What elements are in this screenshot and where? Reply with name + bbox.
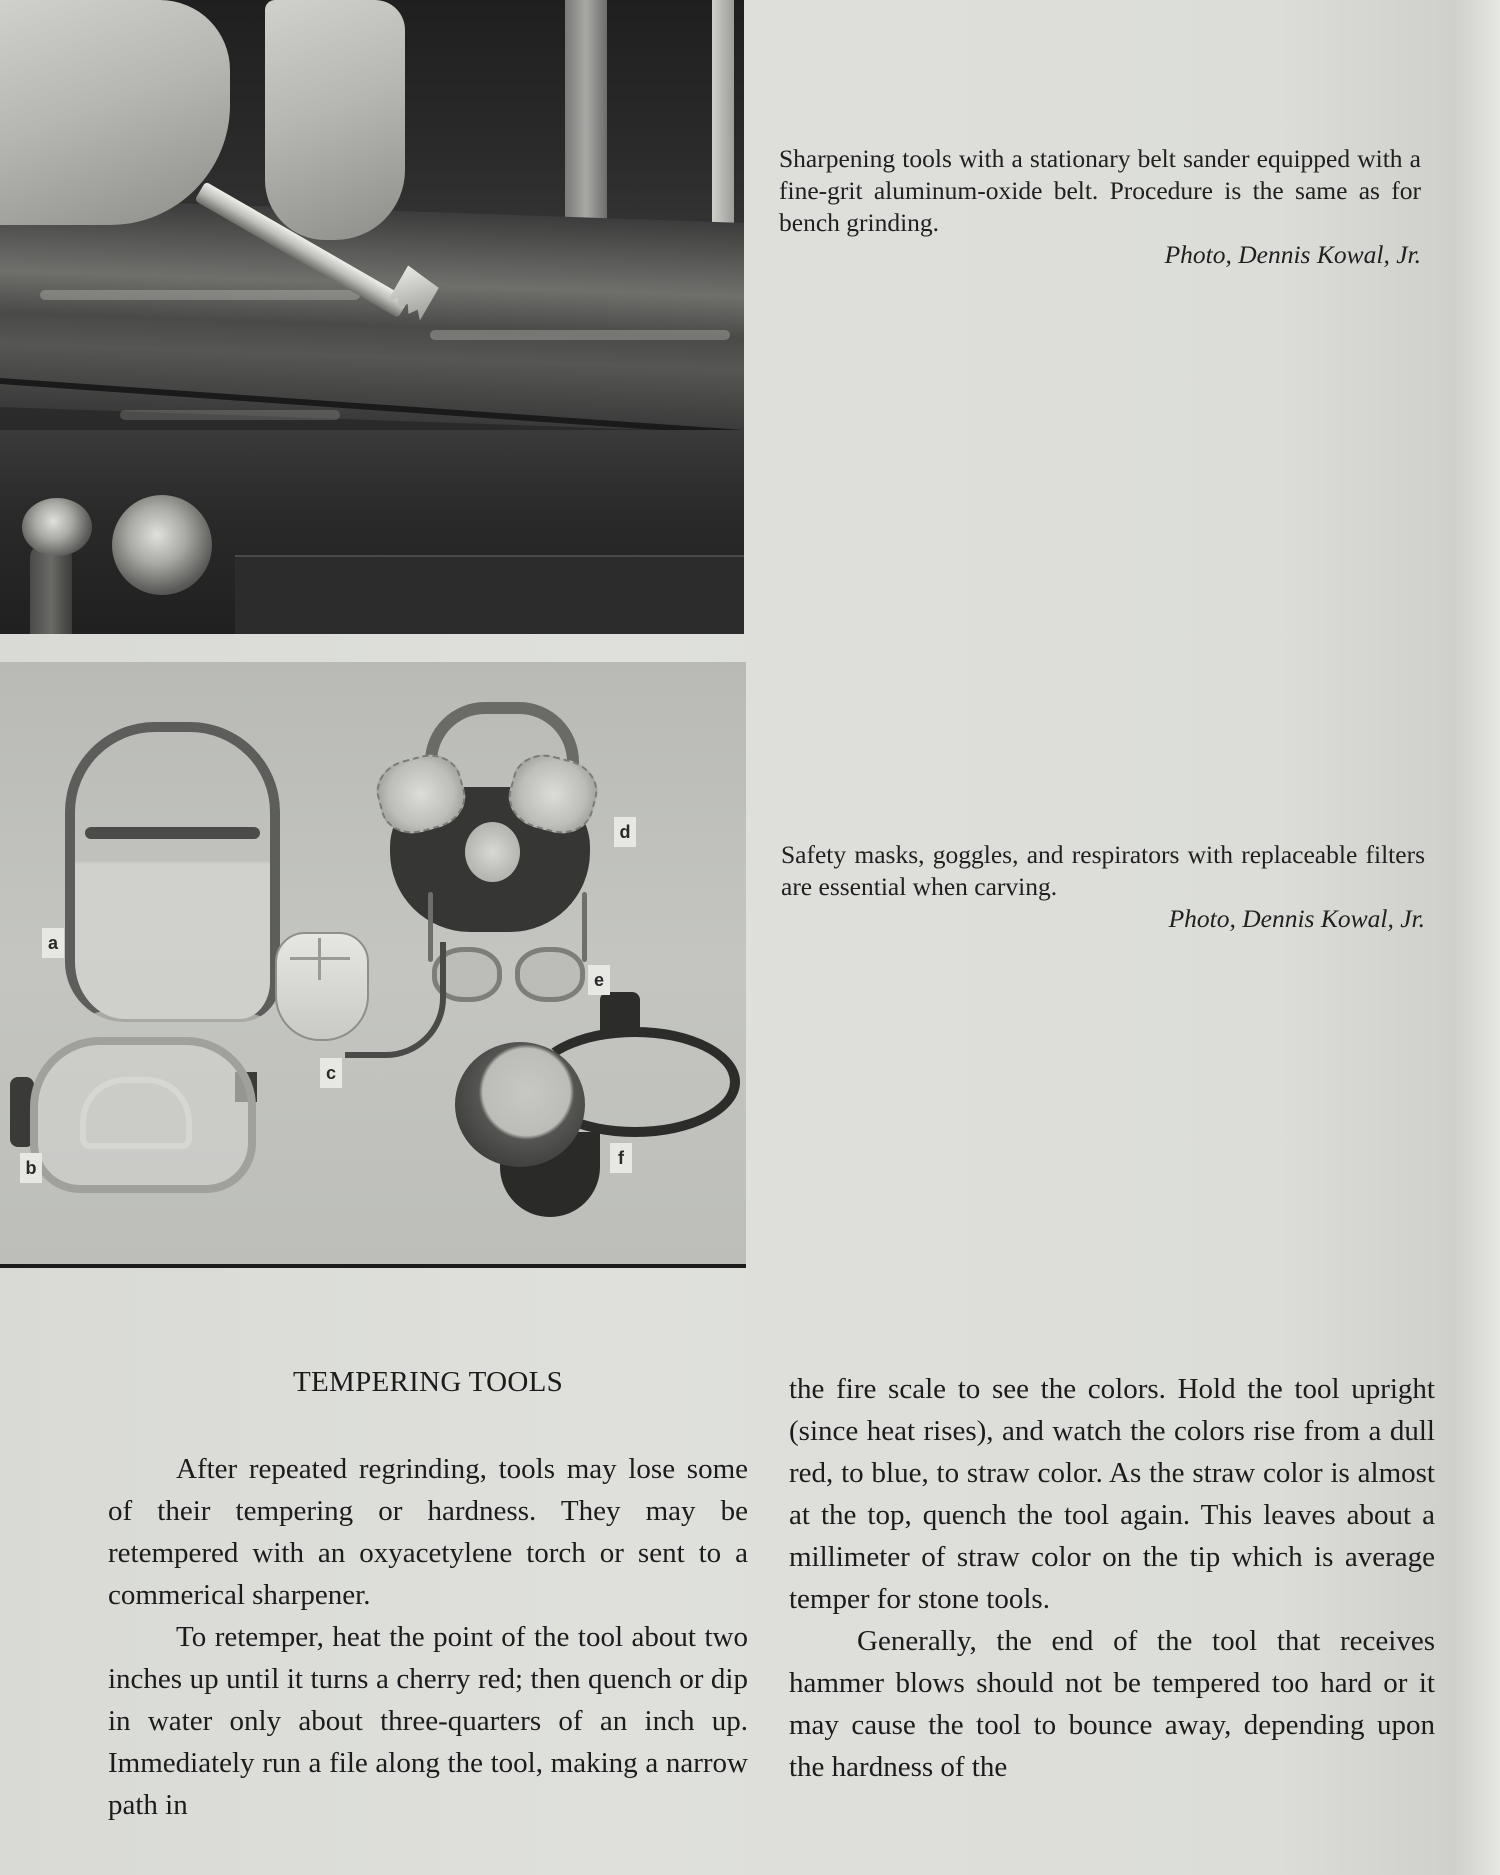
body-column-right (789, 1368, 1435, 1788)
figure-label-c: c (320, 1058, 342, 1088)
paragraph: After repeated regrinding, tools may lose some of their tempering or hardness. They may be retempered with an oxyacetylene torch or sent to a commerical sharpener. (108, 1453, 748, 1611)
photo-credit: Photo, Dennis Kowal, Jr. (1168, 904, 1425, 933)
machine-post (565, 0, 607, 225)
goggle-nose-bridge (80, 1077, 192, 1149)
body-column-left (108, 1448, 748, 1826)
figure-label-d: d (614, 817, 636, 847)
belt-sander-photo (0, 0, 744, 634)
machine-panel (235, 555, 744, 634)
dust-mask-cup (275, 932, 369, 1041)
glasses-temple (582, 892, 587, 962)
paragraph: Generally, the end of the tool that receives hammer blows should not be tempered too hard or it may cause the tool to bounce away, depending upon the hardness of the (789, 1625, 1435, 1783)
belt-highlight (40, 290, 360, 300)
face-shield (65, 722, 280, 1022)
right-hand (265, 0, 405, 240)
belt-highlight (430, 330, 730, 340)
caption-text: Safety masks, goggles, and respirators with replaceable filters are essential when carving. (781, 840, 1425, 901)
dark-lens-goggles (450, 992, 730, 1222)
figure-label-b: b (20, 1153, 42, 1183)
headband (85, 827, 260, 839)
figure-label-f: f (610, 1143, 632, 1173)
paragraph-continued: the fire scale to see the colors. Hold the tool upright (since heat rises), and watch the colors rise from a dull red, to blue, to straw color. As the straw color is almost at the top, quench the tool again. This leaves about a millimeter of straw color on the tip which is average temper for stone tools. (789, 1373, 1435, 1615)
goggle-cup (455, 1042, 585, 1167)
paragraph: To retemper, heat the point of the tool about two inches up until it turns a cherry red; then quench or dip in water only about three-quarters of an inch up. Immediately run a file along the tool, making a narrow path in (108, 1621, 748, 1821)
photo-credit: Photo, Dennis Kowal, Jr. (1164, 240, 1421, 269)
sanding-belt (0, 197, 744, 433)
adjustment-knob (22, 498, 92, 556)
safety-gear-photo (0, 662, 746, 1268)
figure-label-a: a (42, 928, 64, 958)
band-clip (600, 992, 640, 1037)
section-heading: TEMPERING TOOLS (292, 1366, 564, 1398)
caption-text: Sharpening tools with a stationary belt sander equipped with a fine-grit aluminum-oxide belt. Procedure is the same as for bench grinding. (779, 144, 1421, 237)
machine-edge (712, 0, 734, 240)
dust-mask (270, 932, 450, 1072)
knob-stem (30, 545, 72, 634)
belt-highlight (120, 410, 340, 420)
figure-caption-safety-gear (781, 839, 1425, 935)
figure-caption-belt-sander (779, 143, 1421, 271)
safety-goggles (10, 1037, 260, 1187)
figure-label-e: e (588, 965, 610, 995)
mask-rib (290, 957, 350, 960)
exhale-valve (465, 822, 520, 882)
adjustment-knob (112, 495, 212, 595)
